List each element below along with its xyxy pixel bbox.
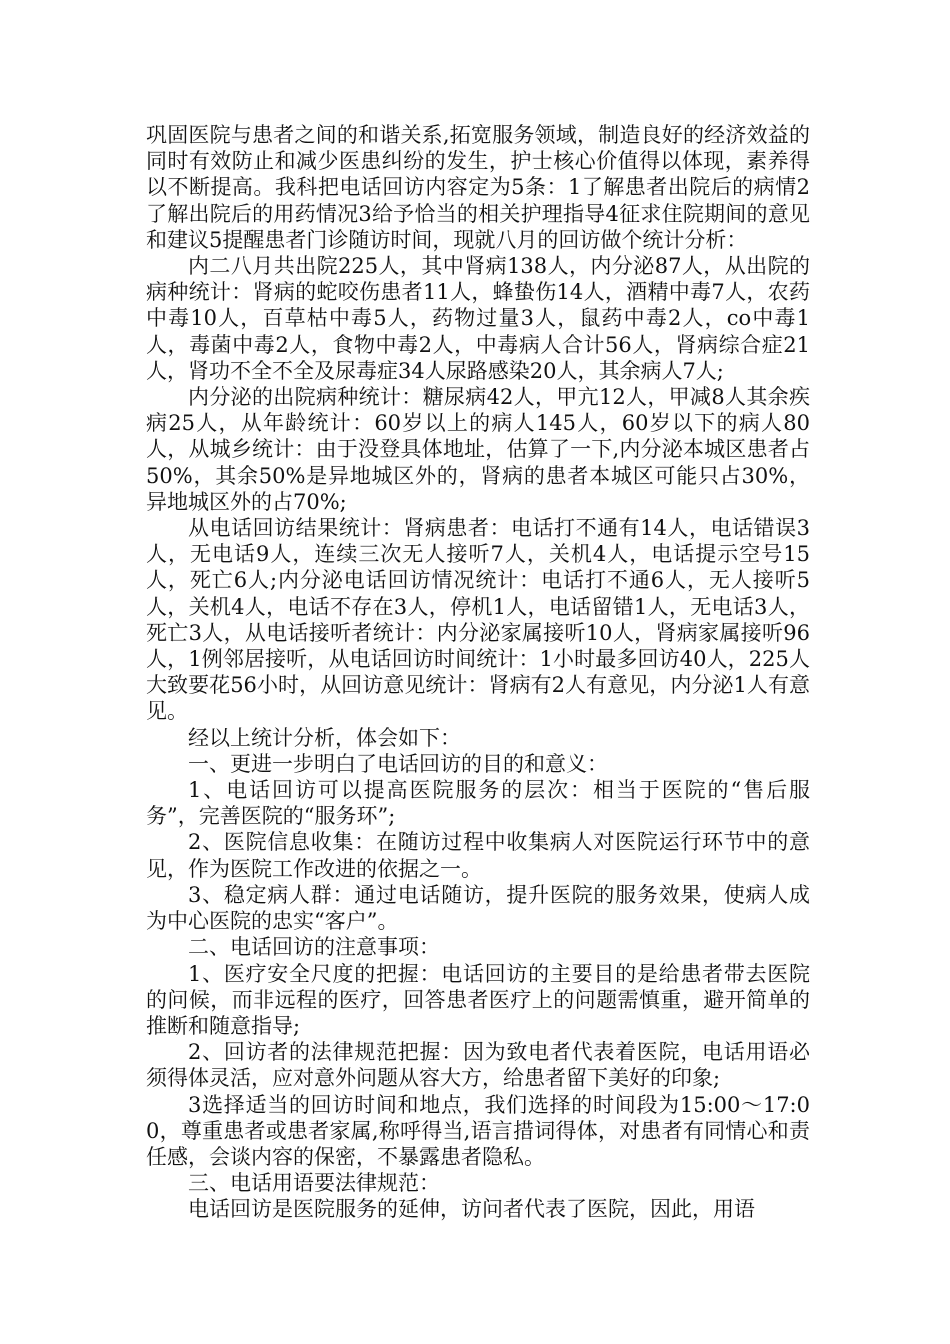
paragraph-precaution-2: 2、回访者的法律规范把握：因为致电者代表着医院，电话用语必须得体灵活，应对意外问题从容大方，给患者留下美好的印象; [146, 1040, 810, 1091]
paragraph-purpose-3: 3、稳定病人群：通过电话随访，提升医院的服务效果，使病人成为中心医院的忠实“客户”。 [146, 882, 810, 934]
document-page [146, 122, 810, 1223]
paragraph-purpose-2: 2、医院信息收集：在随访过程中收集病人对医院运行环节中的意见，作为医院工作改进的依据之一。 [146, 830, 810, 881]
paragraph-endocrine-stats: 内分泌的出院病种统计：糖尿病42人，甲亢12人，甲减8人其余疾病25人，从年龄统计：60岁以上的病人145人，60岁以下的病人80人，从城乡统计：由于没登具体地址，估算了一下,内分泌本城区患者占50%，其余50%是异地城区外的，肾病的患者本城区可能只占30%，异地城区外的占70%; [146, 385, 810, 514]
heading-legal-language: 三、电话用语要法律规范： [188, 1171, 440, 1196]
paragraph-summary-intro: 经以上统计分析，体会如下： [188, 725, 461, 750]
paragraph-legal-language: 电话回访是医院服务的延伸，访问者代表了医院，因此，用语 [188, 1197, 755, 1222]
paragraph-precaution-1: 1、医疗安全尺度的把握：电话回访的主要目的是给患者带去医院的问候，而非远程的医疗，回答患者医疗上的问题需慎重，避开简单的推断和随意指导; [146, 961, 810, 1038]
paragraph-callback-results: 从电话回访结果统计：肾病患者：电话打不通有14人，电话错误3人，无电话9人，连续三次无人接听7人，关机4人，电话提示空号15人，死亡6人;内分泌电话回访情况统计：电话打不通6人，无人接听5人，关机4人，电话不存在3人，停机1人，电话留错1人，无电话3人，死亡3人，从电话接听者统计：内分泌家属接听10人，肾病家属接听96人，1例邻居接听，从电话回访时间统计：1小时最多回访40人，225人大致要花56小时，从回访意见统计：肾病有2人有意见，内分泌1人有意见。 [146, 516, 810, 724]
heading-precautions: 二、电话回访的注意事项： [188, 935, 440, 960]
paragraph-precaution-3: 3选择适当的回访时间和地点，我们选择的时间段为15:00～17:00，尊重患者或患者家属,称呼得当,语言措词得体，对患者有同情心和责任感，会谈内容的保密，不暴露患者隐私。 [146, 1092, 810, 1169]
paragraph-intro: 巩固医院与患者之间的和谐关系,拓宽服务领域，制造良好的经济效益的同时有效防止和减少医患纠纷的发生，护士核心价值得以体现，素养得以不断提高。我科把电话回访内容定为5条：1了解患者出院后的病情2了解出院后的用药情况3给予恰当的相关护理指导4征求住院期间的意见和建议5提醒患者门诊随访时间，现就八月的回访做个统计分析： [146, 123, 810, 252]
paragraph-purpose-1: 1、电话回访可以提高医院服务的层次：相当于医院的“售后服务”，完善医院的“服务环”; [146, 778, 810, 829]
paragraph-nephrology-stats: 内二八月共出院225人，其中肾病138人，内分泌87人，从出院的病种统计：肾病的蛇咬伤患者11人，蜂蛰伤14人，酒精中毒7人，农药中毒10人，百草枯中毒5人，药物过量3人，鼠药中毒2人，co中毒1人，毒菌中毒2人，食物中毒2人，中毒病人合计56人，肾病综合症21人，肾功不全不全及尿毒症34人尿路感染20人，其余病人7人; [146, 254, 810, 383]
heading-purpose: 一、更进一步明白了电话回访的目的和意义： [188, 751, 608, 776]
